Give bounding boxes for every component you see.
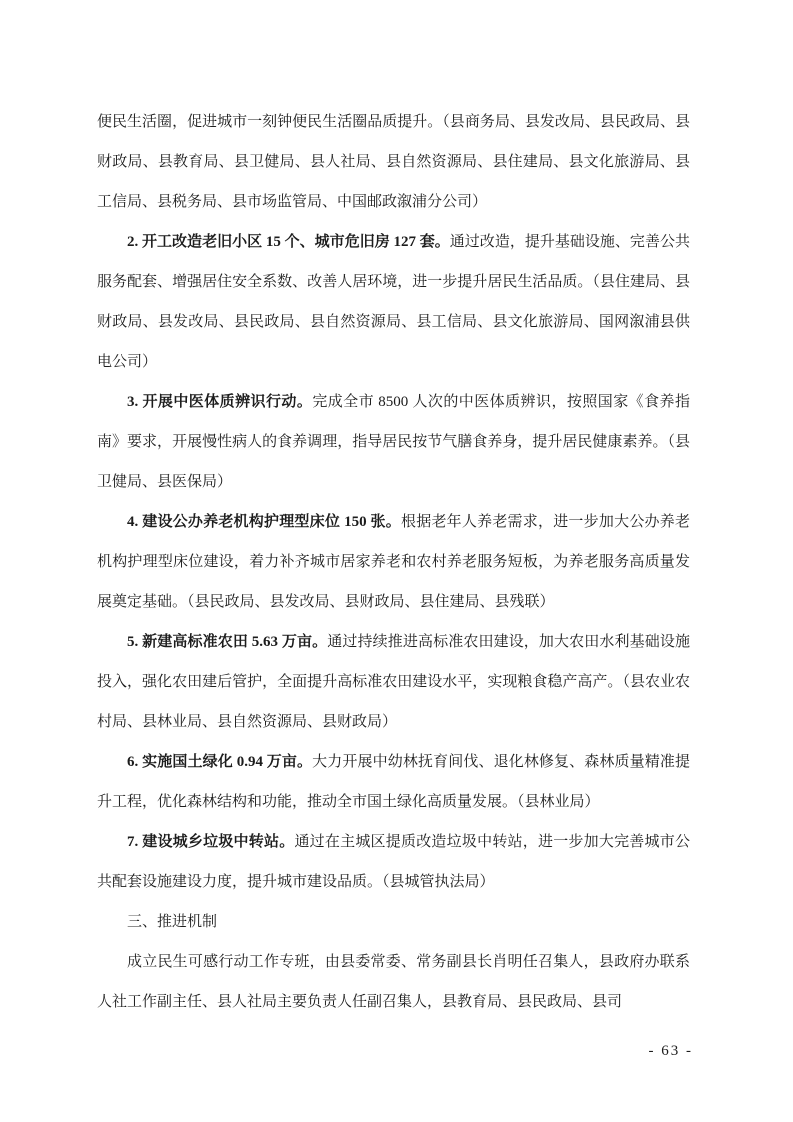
paragraph-text: 便民生活圈，促进城市一刻钟便民生活圈品质提升。（县商务局、县发改局、县民政局、县财政局、县教育局、县卫健局、县人社局、县自然资源局、县住建局、县文化旅游局、县工信局、县税务局、县市场监管局、中国邮政溆浦分公司） — [97, 114, 690, 210]
paragraph-text: 大力开展中幼林抚育间伐、退化林修复、森林质量精准提升工程，优化森林结构和功能，推动全市国土绿化高质量发展。（县林业局） — [97, 754, 690, 810]
document-body — [97, 102, 690, 1022]
paragraph — [97, 942, 690, 1022]
paragraph — [97, 102, 690, 222]
paragraph-text: 根据老年人养老需求，进一步加大公办养老机构护理型床位建设，着力补齐城市居家养老和农村养老服务短板，为养老服务高质量发展奠定基础。（县民政局、县发改局、县财政局、县住建局、县残联） — [97, 514, 690, 610]
paragraph — [97, 622, 690, 742]
paragraph — [97, 502, 690, 622]
paragraph — [97, 382, 690, 502]
paragraph-text: 通过在主城区提质改造垃圾中转站，进一步加大完善城市公共配套设施建设力度，提升城市建设品质。（县城管执法局） — [97, 834, 690, 890]
item-title: 3. 开展中医体质辨识行动。 — [127, 394, 313, 410]
item-title: 4. 建设公办养老机构护理型床位 150 张。 — [127, 514, 401, 530]
paragraph-text: 通过改造，提升基础设施、完善公共服务配套、增强居住安全系数、改善人居环境，进一步提升居民生活品质。（县住建局、县财政局、县发改局、县民政局、县自然资源局、县工信局、县文化旅游局、国网溆浦县供电公司） — [97, 234, 690, 370]
paragraph-text: 完成全市 8500 人次的中医体质辨识，按照国家《食养指南》要求，开展慢性病人的食养调理，指导居民按节气膳食养身，提升居民健康素养。（县卫健局、县医保局） — [97, 394, 690, 490]
paragraph — [97, 222, 690, 382]
item-title: 6. 实施国土绿化 0.94 万亩。 — [127, 754, 313, 770]
paragraph-text: 成立民生可感行动工作专班，由县委常委、常务副县长肖明任召集人，县政府办联系人社工作副主任、县人社局主要负责人任副召集人，县教育局、县民政局、县司 — [97, 954, 690, 1010]
item-title: 7. 建设城乡垃圾中转站。 — [127, 834, 295, 850]
item-title: 5. 新建高标准农田 5.63 万亩。 — [127, 634, 328, 650]
section-heading — [97, 902, 690, 942]
page-number: - 63 - — [648, 1043, 693, 1059]
paragraph-text: 通过持续推进高标准农田建设，加大农田水利基础设施投入，强化农田建后管护，全面提升高标准农田建设水平，实现粮食稳产高产。（县农业农村局、县林业局、县自然资源局、县财政局） — [97, 634, 690, 730]
paragraph — [97, 822, 690, 902]
item-title: 2. 开工改造老旧小区 15 个、城市危旧房 127 套。 — [127, 234, 450, 250]
paragraph — [97, 742, 690, 822]
paragraph-text: 三、推进机制 — [127, 914, 218, 930]
